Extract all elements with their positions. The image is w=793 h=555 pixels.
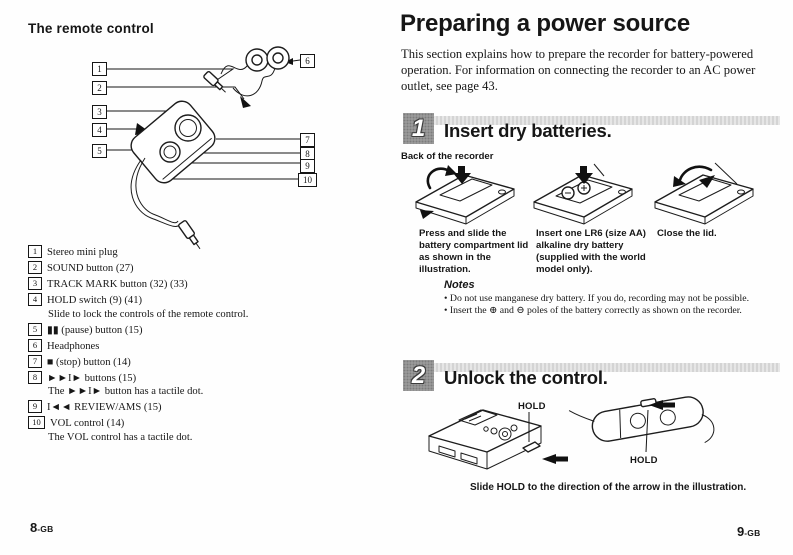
callout-7: 7: [300, 133, 315, 147]
callout-4: 4: [92, 123, 107, 137]
legend-item-3: 3 TRACK MARK button (32) (33): [28, 277, 263, 292]
hold-label-remote: HOLD: [630, 455, 658, 466]
step1-caption-1: Press and slide the battery compartment lid as shown in the illustration.: [419, 228, 529, 275]
callout-10: 10: [298, 173, 317, 187]
legend-num-6: 6: [28, 339, 42, 352]
legend-item-7: 7 ■ (stop) button (14): [28, 355, 263, 370]
step2-title: Unlock the control.: [444, 367, 608, 388]
remote-control-illustration: [85, 48, 385, 248]
legend-num-4: 4: [28, 293, 42, 306]
callout-1: 1: [92, 62, 107, 76]
step1-title: Insert dry batteries.: [444, 120, 612, 141]
note-1: • Do not use manganese dry battery. If you do, recording may not be possible.: [444, 293, 779, 305]
legend-item-8: 8 ►►I► buttons (15) The ►►I► button has a tactile dot.: [28, 371, 263, 399]
note-2: • Insert the ⊕ and ⊖ poles of the battery correctly as shown on the recorder.: [444, 305, 779, 317]
legend-item-9: 9 I◄◄ REVIEW/AMS (15): [28, 400, 263, 415]
step2-caption: Slide HOLD to the direction of the arrow in the illustration.: [470, 482, 747, 493]
notes-title: Notes: [444, 279, 475, 291]
step1-number-badge: 1: [403, 113, 434, 144]
left-page-heading: The remote control: [28, 21, 154, 36]
notes-list: [444, 293, 779, 317]
hold-switch-illustration: [425, 398, 715, 478]
step1-caption-3: Close the lid.: [657, 228, 717, 239]
battery-steps-illustration: [408, 162, 778, 226]
step1-sublabel: Back of the recorder: [401, 151, 494, 162]
legend-num-7: 7: [28, 355, 42, 368]
callout-8: 8: [300, 147, 315, 161]
legend-num-2: 2: [28, 261, 42, 274]
legend-num-5: 5: [28, 323, 42, 336]
legend-item-4: 4 HOLD switch (9) (41) Slide to lock the controls of the remote control.: [28, 293, 263, 321]
callout-2: 2: [92, 81, 107, 95]
legend-num-1: 1: [28, 245, 42, 258]
hold-label-recorder: HOLD: [518, 401, 546, 412]
left-page-number: 8-GB: [30, 520, 54, 535]
legend-num-9: 9: [28, 400, 42, 413]
legend-item-1: 1 Stereo mini plug: [28, 245, 263, 260]
legend-item-5: 5 ▮▮ (pause) button (15): [28, 323, 263, 338]
right-page-title: Preparing a power source: [400, 10, 690, 37]
legend-item-10: 10 VOL control (14) The VOL control has a tactile dot.: [28, 416, 263, 444]
legend-item-2: 2 SOUND button (27): [28, 261, 263, 276]
legend-num-3: 3: [28, 277, 42, 290]
remote-legend: [28, 245, 263, 446]
step2-number-badge: 2: [403, 360, 434, 391]
right-page-number: 9-GB: [737, 524, 761, 539]
callout-9: 9: [300, 159, 315, 173]
legend-num-8: 8: [28, 371, 42, 384]
callout-5: 5: [92, 144, 107, 158]
legend-num-10: 10: [28, 416, 45, 429]
intro-paragraph: This section explains how to prepare the recorder for battery-powered operation. For information on connecting the recorder to an AC power outlet, see page 43.: [401, 47, 756, 94]
callout-3: 3: [92, 105, 107, 119]
callout-6: 6: [300, 54, 315, 68]
legend-item-6: 6 Headphones: [28, 339, 263, 354]
step1-caption-2: Insert one LR6 (size AA) alkaline dry battery (supplied with the world model only).: [536, 228, 646, 275]
